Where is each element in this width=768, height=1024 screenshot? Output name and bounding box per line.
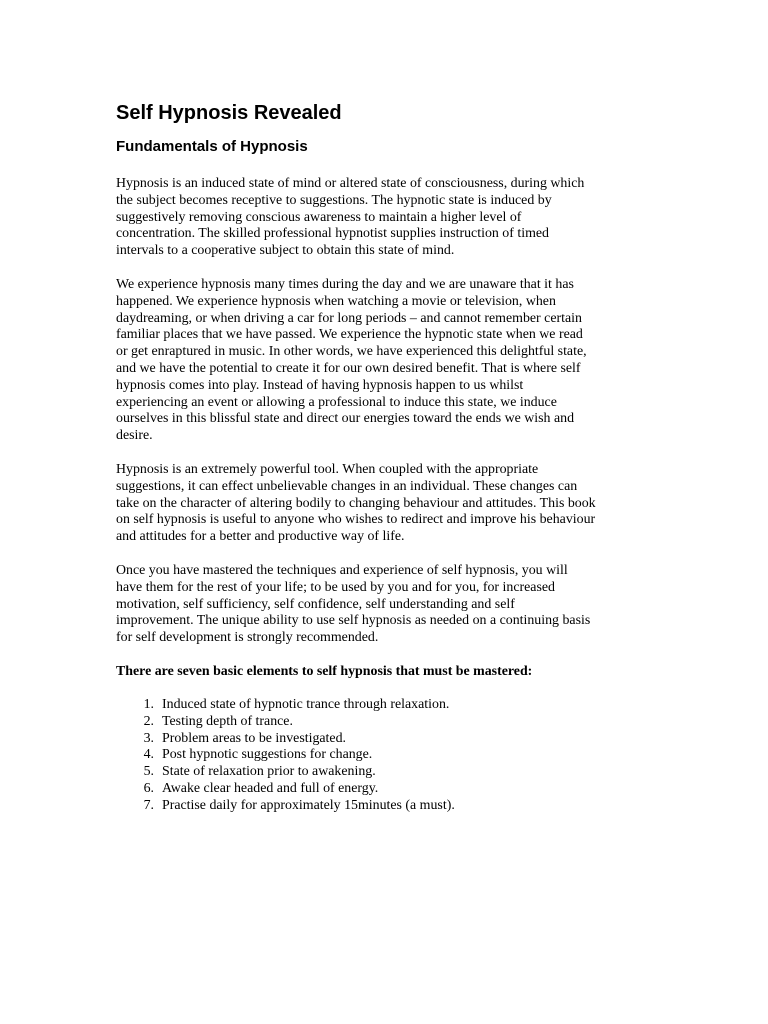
text-line: experiencing an event or allowing a professional to induce this state, we induce [116, 394, 557, 410]
list-item-text: Induced state of hypnotic trance through relaxation. [162, 697, 450, 712]
elements-heading: There are seven basic elements to self hypnosis that must be mastered: [116, 664, 533, 679]
text-line: suggestively removing conscious awareness to maintain a higher level of [116, 209, 522, 225]
list-item-text: Awake clear headed and full of energy. [162, 780, 379, 796]
list-item-text: State of relaxation prior to awakening. [162, 764, 376, 780]
text-line: Hypnosis is an induced state of mind or altered state of consciousness, during which [116, 176, 585, 191]
text-line: motivation, self sufficiency, self confidence, self understanding and self [116, 596, 515, 612]
text-line: the subject becomes receptive to suggestions. The hypnotic state is induced by [116, 192, 552, 208]
text-line: Hypnosis is an extremely powerful tool. When coupled with the appropriate [116, 462, 539, 477]
paragraph-powerful-tool [116, 462, 596, 546]
text-line: We experience hypnosis many times during the day and we are unaware that it has [116, 277, 574, 292]
list-item-number: 4. [143, 747, 154, 763]
list-item-number: 5. [143, 764, 154, 780]
text-line: suggestions, it can effect unbelievable changes in an individual. These changes can [116, 478, 578, 494]
text-line: for self development is strongly recommended. [116, 630, 379, 646]
list-item-number: 3. [143, 730, 154, 746]
paragraph-everyday-hypnosis [116, 277, 587, 445]
document-title: Self Hypnosis Revealed [116, 102, 342, 124]
text-line: and attitudes for a better and productive way of life. [116, 529, 405, 545]
list-item-text: Problem areas to be investigated. [162, 730, 346, 746]
list-item-text: Testing depth of trance. [162, 713, 293, 729]
text-line: Once you have mastered the techniques and experience of self hypnosis, you will [116, 563, 568, 578]
list-item-number: 6. [143, 780, 154, 796]
text-line: on self hypnosis is useful to anyone who wishes to redirect and improve his behaviour [116, 512, 596, 528]
paragraph-definition [116, 176, 584, 260]
text-line: or get enraptured in music. In other words, we have experienced this delightful state, [116, 344, 587, 360]
list-item-text: Post hypnotic suggestions for change. [162, 747, 373, 763]
section-heading: Fundamentals of Hypnosis [116, 138, 308, 155]
text-line: ourselves in this blissful state and direct our energies toward the ends we wish and [116, 411, 575, 427]
text-line: happened. We experience hypnosis when watching a movie or television, when [116, 293, 556, 309]
text-line: have them for the rest of your life; to be used by you and for you, for increased [116, 579, 555, 595]
text-line: and we have the potential to create it for our own desired benefit. That is where self [116, 360, 581, 376]
text-line: familiar places that we have passed. We experience the hypnotic state when we read [116, 327, 583, 343]
list-item-text: Practise daily for approximately 15minutes (a must). [162, 797, 455, 813]
text-line: concentration. The skilled professional hypnotist supplies instruction of timed [116, 226, 549, 242]
text-line: intervals to a cooperative subject to obtain this state of mind. [116, 243, 455, 259]
text-line: hypnosis comes into play. Instead of having hypnosis happen to us whilst [116, 377, 524, 393]
text-line: daydreaming, or when driving a car for long periods – and cannot remember certain [116, 310, 582, 326]
list-item-number: 2. [143, 713, 154, 729]
list-item-number: 7. [143, 797, 154, 813]
text-line: improvement. The unique ability to use self hypnosis as needed on a continuing basis [116, 613, 591, 629]
paragraph-mastery [116, 563, 590, 647]
text-line: desire. [116, 428, 153, 444]
text-line: take on the character of altering bodily to changing behaviour and attitudes. This book [116, 495, 596, 511]
list-item-number: 1. [143, 697, 154, 712]
